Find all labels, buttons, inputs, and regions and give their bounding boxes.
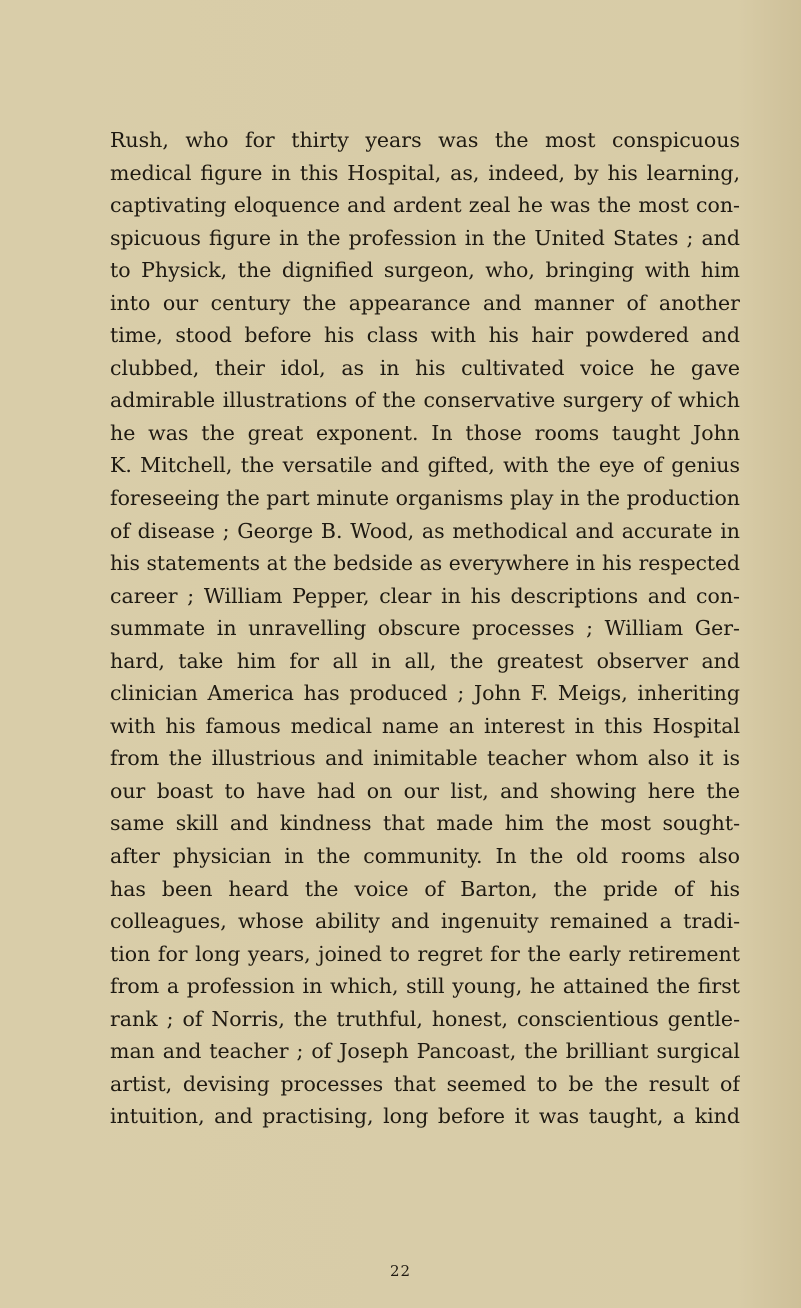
text-line: our boast to have had on our list, and showing here the	[110, 778, 740, 803]
text-line: summate in unravelling obscure processes ; William Ger-	[110, 616, 740, 641]
text-line: tion for long years, joined to regret for the early retirement	[110, 941, 740, 966]
text-line: admirable illustrations of the conservative surgery of which	[110, 388, 740, 413]
text-line: rank ; of Norris, the truthful, honest, conscientious gentle-	[110, 1006, 740, 1031]
text-line: has been heard the voice of Barton, the pride of his	[110, 876, 740, 901]
text-line: foreseeing the part minute organisms play in the production	[110, 486, 740, 511]
text-line: from the illustrious and inimitable teacher whom also it is	[110, 746, 740, 771]
text-line: same skill and kindness that made him the most sought-	[110, 811, 740, 836]
text-line: to Physick, the dignified surgeon, who, bringing with him	[110, 258, 740, 283]
text-line: medical figure in this Hospital, as, indeed, by his learning,	[110, 160, 740, 185]
body-text	[110, 124, 740, 1133]
text-line: man and teacher ; of Joseph Pancoast, the brilliant surgical	[110, 1039, 740, 1064]
text-line: of disease ; George B. Wood, as methodical and accurate in	[110, 518, 740, 543]
text-line: time, stood before his class with his hair powdered and	[110, 323, 740, 348]
text-line: his statements at the bedside as everywhere in his respected	[110, 551, 740, 576]
text-line: he was the great exponent. In those rooms taught John	[110, 420, 740, 445]
text-line: from a profession in which, still young, he attained the first	[110, 974, 740, 999]
text-line: K. Mitchell, the versatile and gifted, with the eye of genius	[110, 453, 740, 478]
text-line: Rush, who for thirty years was the most conspicuous	[110, 128, 740, 152]
text-line: career ; William Pepper, clear in his descriptions and con-	[110, 583, 740, 608]
text-line: after physician in the community. In the old rooms also	[110, 844, 740, 869]
text-line: hard, take him for all in all, the greatest observer and	[110, 648, 740, 673]
text-line: colleagues, whose ability and ingenuity remained a tradi-	[110, 909, 740, 934]
text-line: clubbed, their idol, as in his cultivated voice he gave	[110, 355, 740, 380]
text-line: artist, devising processes that seemed to be the result of	[110, 1071, 740, 1096]
text-line: into our century the appearance and manner of another	[110, 290, 740, 315]
page-number: 22	[389, 1262, 412, 1280]
text-line: captivating eloquence and ardent zeal he was the most con-	[110, 193, 740, 218]
text-line: spicuous figure in the profession in the United States ; and	[110, 225, 740, 250]
text-line: clinician America has produced ; John F. Meigs, inheriting	[110, 681, 740, 706]
text-line: with his famous medical name an interest in this Hospital	[110, 713, 740, 738]
text-line: intuition, and practising, long before it was taught, a kind	[110, 1104, 740, 1129]
